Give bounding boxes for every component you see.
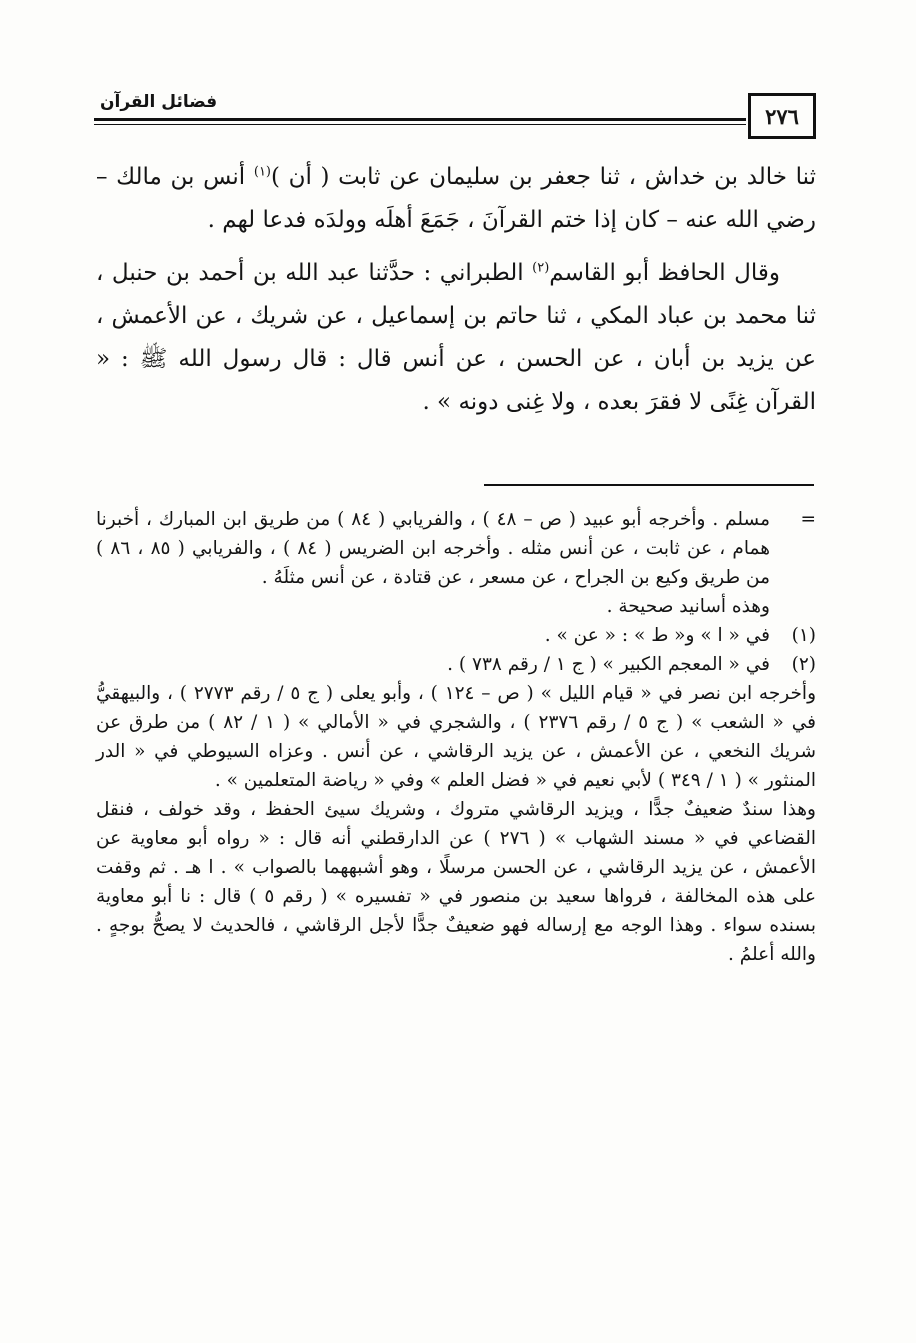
- footnote-2-mark: (٢): [791, 654, 816, 675]
- footnote-1: [96, 621, 816, 650]
- page-number: ٢٧٦: [748, 93, 816, 139]
- footnote-1-text: في « ا » و« ط » : « عن » .: [544, 625, 770, 646]
- book-title: فضائل القرآن: [100, 92, 218, 112]
- footnote-1-mark: (١): [791, 625, 816, 646]
- paragraph-2: [96, 252, 816, 424]
- paragraph-1-end: أنس بن مالك – رضي الله عنه – كان إذا ختم القرآنَ ، جَمَعَ أهلَه وولدَه فدعا لهم .: [96, 164, 816, 233]
- footnote-separator: [484, 484, 814, 486]
- footnote-ref-2: (٢): [532, 260, 550, 276]
- continuation-last: وهذه أسانيد صحيحة .: [606, 596, 770, 617]
- header-rule-thick: [94, 118, 746, 121]
- footnote-2-line-1: في « المعجم الكبير » ( ج ١ / رقم ٧٣٨ ) .: [447, 654, 770, 675]
- paragraph-2-end: الطبراني : حدَّثنا عبد الله بن أحمد بن حنبل ، ثنا محمد بن عباد المكي ، ثنا حاتم بن إسماعيل ، عن شريك ، عن الأعمش ، عن يزيد بن أبان ، عن الحسن ، عن أنس قال : قال رسول الله ﷺ : « القرآن غِنًى لا فقرَ بعده ، ولا غِنى دونه » .: [96, 260, 816, 415]
- header-rule-thin: [94, 124, 746, 125]
- footnotes: [96, 505, 816, 969]
- footnote-2-paragraph-3: وهذا سندٌ ضعيفٌ جدًّا ، ويزيد الرقاشي متروك ، وشريك سيئ الحفظ ، وقد خولف ، فنقل القضاعي في « مسند الشهاب » ( ٢٧٦ ) عن الدارقطني أنه قال : « رواه أبو معاوية عن الأعمش ، عن يزيد الرقاشي ، عن الحسن مرسلًا ، وهو أشبههما بالصواب » . ا هـ . ثم وقفت على هذه المخالفة ، فرواها سعيد بن منصور في « تفسيره » ( رقم ٥ ) قال : نا أبو معاوية بسنده سواء . وهذا الوجه مع إرساله فهو ضعيفٌ جدًّا لأجل الرقاشي ، فالحديث لا يصحُّ بوجهٍ . والله أعلمُ .: [96, 799, 817, 965]
- continuation-mark: =: [800, 509, 816, 530]
- footnote-ref-1: (١): [253, 164, 271, 180]
- main-text: [96, 156, 816, 424]
- paragraph-2-start: وقال الحافظ أبو القاسم: [549, 260, 780, 286]
- continuation-text: مسلم . وأخرجه أبو عبيد ( ص – ٤٨ ) ، والفريابي ( ٨٤ ) من طريق ابن المبارك ، أخبرنا همام ، عن ثابت ، عن أنس مثله . وأخرجه ابن الضريس ( ٨٤ ) ، والفريابي ( ٨٥ ، ٨٦ ) من طريق وكيع بن الجراح ، عن مسعر ، عن قتادة ، عن أنس مثلَهُ .: [96, 509, 770, 588]
- footnote-2: [96, 650, 816, 679]
- page-header: [94, 90, 816, 150]
- footnote-2-paragraph-2: وأخرجه ابن نصر في « قيام الليل » ( ص – ١٢٤ ) ، وأبو يعلى ( ج ٥ / رقم ٢٧٧٣ ) ، والبيهقيُّ في « الشعب » ( ج ٥ / رقم ٢٣٧٦ ) ، والشجري في « الأمالي » ( ١ / ٨٢ ) من طرق عن شريك النخعي ، عن الأعمش ، عن يزيد الرقاشي ، عن أنس . وعزاه السيوطي في « الدر المنثور » ( ١ / ٣٤٩ ) لأبي نعيم في « فضل العلم » وفي « رياضة المتعلمين » .: [96, 683, 817, 791]
- footnote-continuation: [96, 505, 816, 621]
- paragraph-1-start: ثنا خالد بن خداش ، ثنا جعفر بن سليمان عن ثابت ( أن ): [271, 164, 816, 190]
- paragraph-1: [96, 156, 816, 242]
